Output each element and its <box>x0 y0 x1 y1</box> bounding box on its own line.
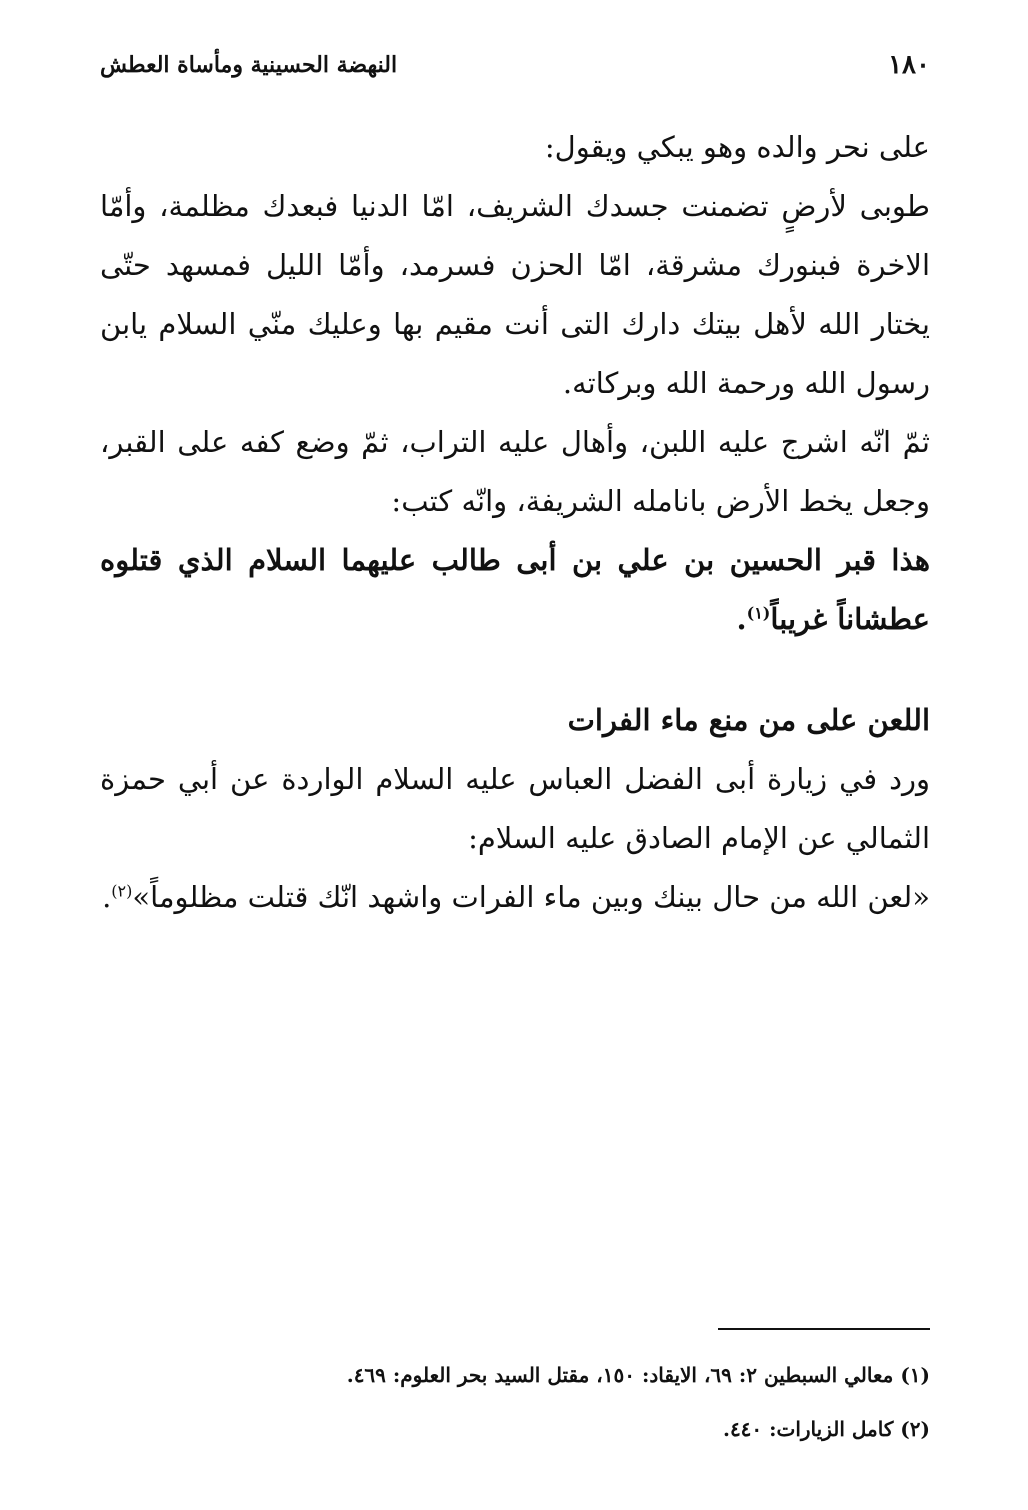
footnotes <box>100 1328 930 1456</box>
footnote-ref-2: (٢) <box>111 881 133 901</box>
footnote-ref-1: (١) <box>746 603 771 623</box>
paragraph-2: طوبى لأرضٍ تضمنت جسدك الشريف، امّا الدنيا فبعدك مظلمة، وأمّا الاخرة فبنورك مشرقة، امّا الحزن فسرمد، وأمّا الليل فمسهد حتّى يختار الله لأهل بيتك دارك التى أنت مقيم بها وعليك منّي السلام يابن رسول الله ورحمة الله وبركاته. <box>100 189 930 400</box>
paragraph-1: على نحر والده وهو يبكي ويقول: <box>544 130 930 164</box>
sentence-end: . <box>102 880 112 914</box>
paragraph-6 <box>100 868 930 927</box>
footnote-1: (١) معالي السبطين ٢: ٦٩، الايقاد: ١٥٠، مقتل السيد بحر العلوم: ٤٦٩. <box>346 1363 930 1387</box>
main-text <box>100 118 930 927</box>
page-number: ١٨٠ <box>888 50 930 80</box>
grave-inscription: هذا قبر الحسين بن علي بن أبى طالب عليهما السلام الذي قتلوه عطشاناً غريباً <box>100 543 930 636</box>
page-header <box>100 48 930 88</box>
paragraph-5: ورد في زيارة أبى الفضل العباس عليه السلام الواردة عن أبي حمزة الثمالي عن الإمام الصادق عليه السلام: <box>100 762 930 855</box>
running-title: النهضة الحسينية ومأساة العطش <box>100 52 398 78</box>
footnote-2: (٢) كامل الزيارات: ٤٤٠. <box>722 1417 930 1441</box>
paragraph-3: ثمّ انّه اشرج عليه اللبن، وأهال عليه التراب، ثمّ وضع كفه على القبر، وجعل يخط الأرض بانامله الشريفة، وانّه كتب: <box>100 425 930 518</box>
section-heading: اللعن على من منع ماء الفرات <box>567 703 930 737</box>
ziyara-quote: «لعن الله من حال بينك وبين ماء الفرات واشهد انّك قتلت مظلوماً» <box>132 880 930 914</box>
footnote-divider <box>718 1328 930 1330</box>
paragraph-4 <box>100 531 930 649</box>
sentence-end: . <box>736 602 747 636</box>
